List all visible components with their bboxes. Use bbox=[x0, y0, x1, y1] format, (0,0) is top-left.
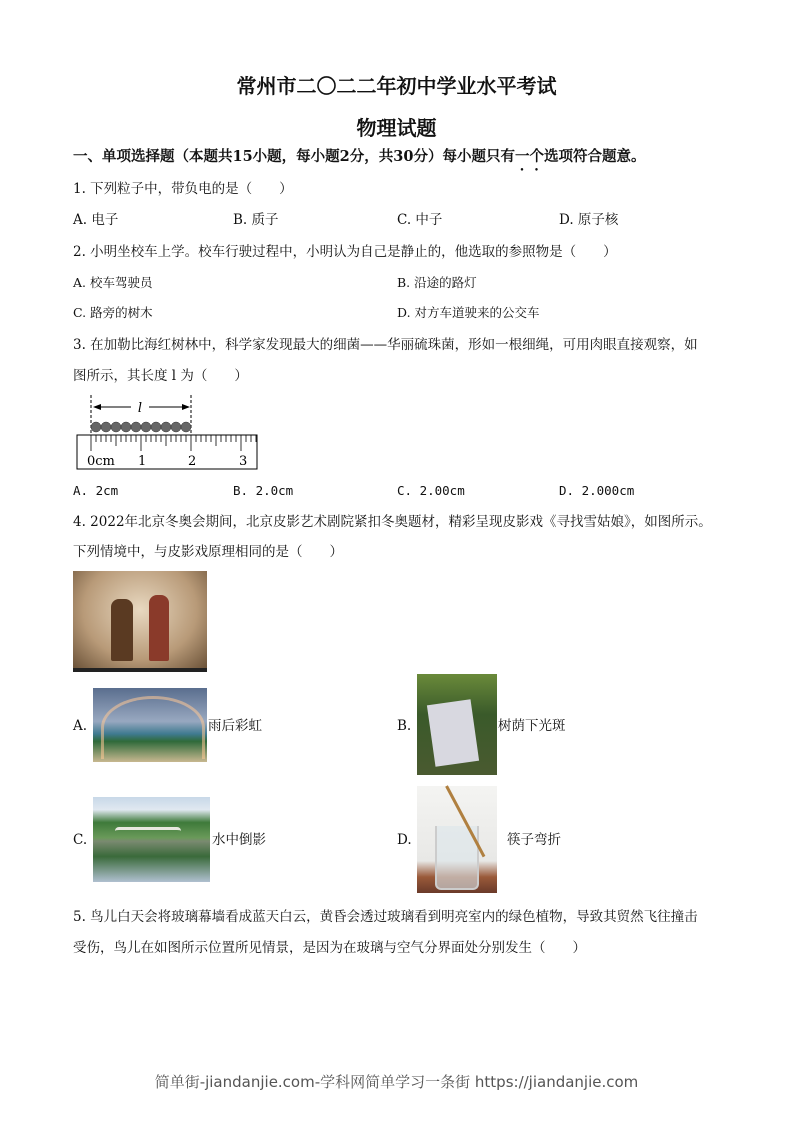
q2-option-c: C. 路旁的树木 bbox=[73, 305, 153, 320]
q3-option-d: D. 2.000cm bbox=[559, 483, 635, 498]
q4-option-a-letter: A. bbox=[73, 718, 88, 734]
tree-shade-photo bbox=[417, 674, 497, 775]
q4-option-c-text: 水中倒影 bbox=[212, 832, 266, 848]
tick-label-2: 2 bbox=[188, 454, 197, 469]
tick-label-0: 0cm bbox=[87, 454, 115, 469]
q4-stem-line2: 下列情境中，与皮影戏原理相同的是（ ） bbox=[73, 544, 343, 560]
section-prefix: 一、单项选择题（本题共15小题，每小题2分，共30分）每小题只有 bbox=[73, 148, 515, 165]
rainbow-photo bbox=[93, 688, 207, 762]
q4-option-d-letter: D. bbox=[397, 832, 412, 848]
ruler-figure bbox=[73, 395, 263, 473]
q4-option-a-text: 雨后彩虹 bbox=[208, 718, 262, 734]
q4-stem-line1: 4. 2022年北京冬奥会期间，北京皮影艺术剧院紧扣冬奥题材，精彩呈现皮影戏《寻找雪姑娘》，如图所示。 bbox=[73, 514, 712, 530]
q2-option-a: A. 校车驾驶员 bbox=[73, 275, 153, 290]
q4-option-d-text: 筷子弯折 bbox=[507, 832, 561, 848]
tick-label-1: 1 bbox=[138, 454, 147, 469]
q1-option-d: D. 原子核 bbox=[559, 212, 619, 228]
footer-watermark: 简单街-jiandanjie.com-学科网简单学习一条街 https://jiandanjie.com bbox=[154, 1073, 639, 1091]
section-suffix: 选项符合题意。 bbox=[543, 148, 646, 165]
q5-stem-line2: 受伤，鸟儿在如图所示位置所见情景，是因为在玻璃与空气分界面处分别发生（ ） bbox=[73, 940, 586, 956]
q3-option-a: A. 2cm bbox=[73, 483, 119, 498]
q5-stem-line1: 5. 鸟儿白天会将玻璃幕墙看成蓝天白云，黄昏会透过玻璃看到明亮室内的绿色植物，导致其贸然飞往撞击 bbox=[73, 909, 698, 925]
length-label: l bbox=[137, 401, 143, 416]
q4-option-b-letter: B. bbox=[397, 718, 412, 734]
q1-stem: 1. 下列粒子中，带负电的是（ ） bbox=[73, 181, 293, 197]
bacterium bbox=[91, 422, 191, 432]
q3-stem-line2: 图所示，其长度 l 为（ ） bbox=[73, 368, 248, 384]
reflection-photo bbox=[93, 797, 210, 882]
exam-subtitle: 物理试题 bbox=[356, 116, 437, 140]
chopstick-photo bbox=[417, 786, 497, 893]
q4-option-b-text: 树荫下光斑 bbox=[498, 718, 566, 734]
tick-label-3: 3 bbox=[239, 454, 248, 469]
section-heading bbox=[73, 148, 645, 174]
q3-stem-line1: 3. 在加勒比海红树林中，科学家发现最大的细菌——华丽硫珠菌，形如一根细绳，可用肉眼直接观察，如 bbox=[73, 337, 698, 353]
q3-option-b: B. 2.0cm bbox=[233, 483, 294, 498]
shadow-play-photo bbox=[73, 571, 207, 672]
exam-title: 常州市二〇二二年初中学业水平考试 bbox=[236, 74, 557, 98]
q4-option-c-letter: C. bbox=[73, 832, 88, 848]
section-emphasis: 一个 bbox=[514, 148, 544, 165]
q2-option-d: D. 对方车道驶来的公交车 bbox=[397, 305, 540, 320]
q2-stem: 2. 小明坐校车上学。校车行驶过程中，小明认为自己是静止的，他选取的参照物是（ ） bbox=[73, 244, 617, 260]
q1-option-a: A. 电子 bbox=[73, 212, 119, 228]
q3-option-c: C. 2.00cm bbox=[397, 483, 465, 498]
q1-option-c: C. 中子 bbox=[397, 212, 443, 228]
q1-option-b: B. 质子 bbox=[233, 212, 279, 228]
q2-option-b: B. 沿途的路灯 bbox=[397, 275, 477, 290]
